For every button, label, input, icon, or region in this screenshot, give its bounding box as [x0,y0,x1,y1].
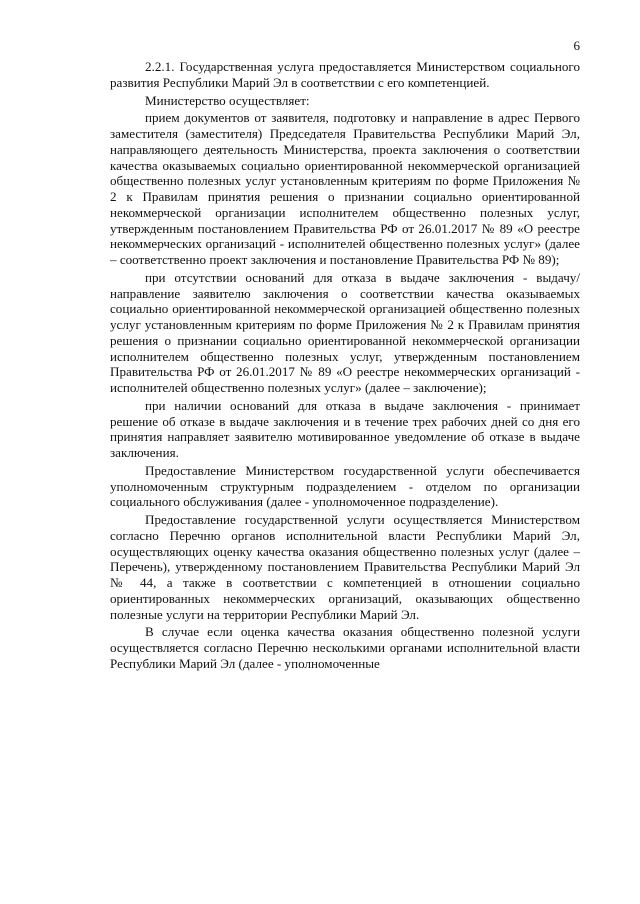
document-body [110,59,580,672]
paragraph-authorized-unit: Предоставление Министерством государственной услуги обеспечивается уполномоченным структурным подразделением - отделом по организации социального обслуживания (далее - уполномоченное подразделение). [110,462,580,510]
page-number: 6 [573,38,580,53]
paragraph-ministry-duties-intro: Министерство осуществляет: [145,92,310,108]
paragraph-refusal: при наличии оснований для отказа в выдаче заключения - принимает решение об отказе в выдаче заключения и в течение трех рабочих дней со дня его принятия направляет заявителю мотивированное уведомление об отказе в выдаче заключения. [110,397,580,460]
paragraph-list-of-authorities: Предоставление государственной услуги осуществляется Министерством согласно Перечню органов исполнительной власти Республики Марий Эл, осуществляющих оценку качества оказания общественно полезных услуг (далее – Перечень), утвержденному постановлением Правительства Республики Марий Эл № 44, а также в соответствии с компетенцией в отношении социально ориентированных некоммерческих организаций, оказывающих общественно полезные услуги на территории Республики Марий Эл. [110,512,580,622]
paragraph-document-acceptance: прием документов от заявителя, подготовку и направление в адрес Первого заместителя (заместителя) Председателя Правительства Республики Марий Эл, направляющего деятельность Министерства, проекта заключения о соответствии качества оказываемых социально ориентированной некоммерческой организацией общественно полезных услуг установленным критериям по форме Приложения № 2 к Правилам принятия решения о признании социально ориентированной некоммерческой организации исполнителем общественно полезных услуг, утвержденным постановлением Правительства РФ от 26.01.2017 № 89 «О реестре некоммерческих организаций - исполнителей общественно полезных услуг» (далее – соответственно проект заключения и постановление Правительства РФ № 89); [110,110,580,267]
paragraph-multiple-authorities: В случае если оценка качества оказания общественно полезной услуги осуществляется согласно Перечню несколькими органами исполнительной власти Республики Марий Эл (далее - уполномоченные [110,624,580,671]
paragraph-issuance-of-conclusion: при отсутствии оснований для отказа в выдаче заключения - выдачу/направление заявителю заключения о соответствии качества оказываемых социально ориентированной некоммерческой организацией общественно полезных услуг установленным критериям по форме Приложения № 2 к Правилам принятия решения о признании социально ориентированной некоммерческой организации исполнителем общественно полезных услуг, утвержденным постановлением Правительства РФ от 26.01.2017 № 89 «О реестре некоммерческих организаций - исполнителей общественно полезных услуг» (далее – заключение); [110,269,580,395]
paragraph-2-2-1: 2.2.1. Государственная услуга предоставляется Министерством социального развития Республики Марий Эл в соответствии с его компетенцией. [110,59,580,90]
